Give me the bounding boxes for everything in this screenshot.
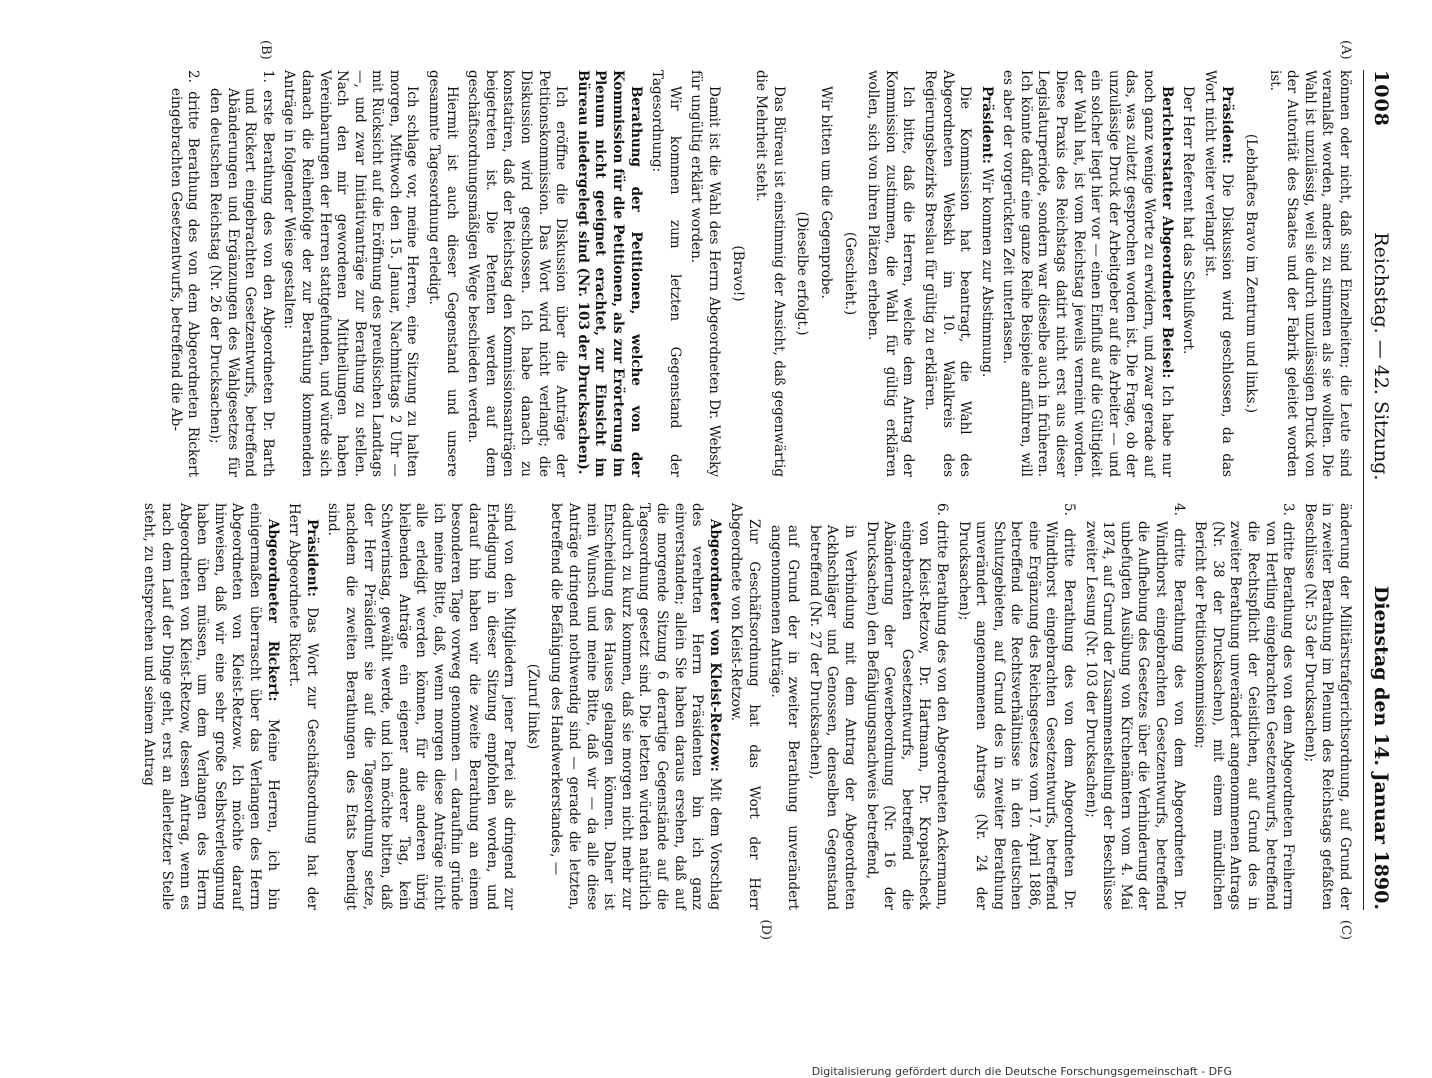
list-item: 4. dritte Berathung des von dem Abgeordneten Dr. Windthorst eingebrachten Gesetzentwurfs, betreffend die Aufhebung des Gesetzes über die Verhinderung der unbefugten Ausübung von Kirchenämtern vom 4. Mai 1874, auf Grund der Zusammenstellung der Beschlüsse zweiter Lesung (Nr. 103 der Drucksachen); [1082,503,1187,910]
speech-text: Die Diskussion wird geschlossen, da das Wort nicht weiter verlangt ist. [1201,70,1236,477]
agenda-item-heading: Berathung der Petitionen, welche von der Kommission für die Petitionen, als zur Erörterung im Plenum nicht geeignet erachtet, zur Einsicht im Büreau niedergelegt sind (Nr. 103 der Drucksachen). [574,70,644,477]
margin-marker-c: (C) [1338,919,1353,940]
paragraph [1200,70,1235,477]
interjection: (Lebhaftes Bravo im Zentrum und links.) [1243,133,1260,414]
paragraph: Zur Geschäftsordnung hat das Wort der Herr Abgeordnete von Kleist-Retzow. [728,503,762,910]
list-item: 5. dritte Berathung des von dem Abgeordneten Dr. Windthorst eingebrachten Gesetzentwurfs, betreffend eine Ergänzung des Reichsgesetzes vom 17. April 1886, betreffend die Rechtsverhältnisse in den deutschen Schutzgebieten, auf Grund des in zweiter Berathung unverändert angenommenen Antrags (Nr. 24 der Drucksachen); [955,503,1078,910]
list-item: 6. dritte Berathung des von den Abgeordneten Ackermann, von Kleist-Retzow, Dr. Hartmann, Dr. Kropatscheck eingebrachten Gesetzentwurfs, betreffend die Abänderung der Gewerbeordnung (Nr. 16 der Drucksachen) den Befähigungsnachweis betreffend, [863,503,950,910]
paragraph [999,70,1175,477]
header-title: Reichstag. — 42. Sitzung. [1370,232,1392,481]
list-subitem: auf Grund der in zweiter Berathung unverändert angenommenen Anträge. [767,525,802,910]
paragraph: Wir kommen zum letzten Gegenstand der Tagesordnung: [649,70,683,477]
paragraph [285,503,320,910]
speech-text: Das Wort zur Geschäftsordnung hat der Herr Abgeordnete Rickert. [286,503,320,910]
list-item: 1. erste Berathung des von den Abgeordneten Dr. Barth und Rickert eingebrachten Gesetzentwurfs, betreffend Abänderungen und Ergänzungen des Wahlgesetzes für den deutschen Reichstag (Nr. 26 der Drucksachen); [206,70,276,477]
speech-text: Ich habe nur noch ganz wenige Worte zu erwidern, und zwar gerade auf das, was zuletzt gesprochen worden ist. Die Frage, ob der unzulässige Druck der Arbeitgeber auf die Arbeiter — und ein solcher liegt hier vor — einen Einfluß auf die Gültigkeit der Wahl hat, ist vom Reichstag jeweils verneint worden. Diese Praxis des Reichstags datirt nicht erst aus dieser Legislaturperiode, sondern war dieselbe auch in früheren. Ich könnte dafür eine ganze Reihe Beispiele anführen, will es aber der vorgerückten Zeit unterlassen. [1000,70,1175,478]
two-column-body [40,40,1353,940]
paragraph: änderung der Militärstrafgerichtsordnung, auf Grund der in zweiter Berathung im Plenum des Reichstags gefaßten Beschlüsse (Nr. 53 der Drucksachen); [1301,503,1353,910]
speaker-label: Abgeordneter von Kleist-Retzow: [706,519,723,772]
margin-marker-a: (A) [1338,40,1353,60]
paragraph: Das Büreau ist einstimmig der Ansicht, daß gegenwärtig die Mehrheit steht. [753,70,787,477]
digitization-credit: Digitalisierung gefördert durch die Deutsche Forschungsgemeinschaft - DFG [811,1065,1232,1078]
paragraph: Die Kommission hat beantragt, die Wahl des Abgeordneten Webskh im 10. Wahlkreis des Regierungsbezirks Breslau für gültig zu erklären. [921,70,974,477]
interjection: (Dieselbe erfolgt.) [794,211,811,336]
speaker-label: Abgeordneter Rickert: [264,519,281,702]
speaker-label: Präsident: [1219,86,1236,164]
interjection: (Geschieht.) [841,231,858,316]
paragraph: Damit ist die Wahl des Herrn Abgeordneten Dr. Websky für ungültig erklärt worden. [688,70,722,477]
paragraph: Ich eröffne die Diskussion über die Anträge der Petitionskommission. Das Wort wird nicht verlangt; die Diskussion wird geschlossen. Ich habe danach zu konstatiren, daß der Reichstag den Kommissionsanträgen beigetreten ist. Die Petenten werden auf dem geschäftsordnungsmäßigen Wege beschieden werden. [465,70,570,477]
left-column [40,70,1353,477]
interjection: (Bravo!) [729,245,746,302]
paragraph [547,503,723,910]
speech-text: Meine Herren, ich bin einigermaßen überrascht über das Verlangen des Herrn Abgeordneten von Kleist-Retzow. Ich möchte darauf hinweisen, daß wir eine sehr große Selbstverleugnung haben üben müssen, um dem Verlangen des Herrn Abgeordneten von Kleist-Retzow, dessen Antrag, wenn es nach dem Lauf der Dinge geht, erst an allerletzter Stelle steht, zu entsprechen und seinem Antrag [141,503,281,911]
paragraph [977,70,995,477]
speech-text: Wir kommen zur Abstimmung. [978,168,995,378]
paragraph: Ich bitte, daß die Herren, welche dem Antrag der Kommission zustimmen, die Wahl für gültig erklären wollen, sich von ihren Plätzen erheben. [865,70,917,477]
right-column [40,503,1353,910]
speaker-label: Präsident: [978,86,995,164]
margin-marker-b: (B) [258,40,273,60]
speaker-label: Präsident: [303,519,320,597]
list-subitem: in Verbindung mit dem Antrag der Abgeordneten Ackhschläger und Genossen, denselben Gegenstand betreffend (Nr. 27 der Drucksachen), [806,525,858,910]
paragraph: können oder nicht, daß sind Einzelheiten; die Leute sind veranlaßt worden, anders zu stimmen als sie wollten. Die Wahl ist unzulässig, weil sie durch unzulässigen Druck von der Autorität des Staates und der Fabrik geleitet worden ist. [1266,70,1353,477]
page-number: 1008 [1370,70,1392,127]
margin-marker-d: (D) [758,919,773,940]
list-item: 2. dritte Berathung des von dem Abgeordneten Rickert eingebrachten Gesetzentwurfs, betreffend die Ab- [167,70,202,477]
paragraph: sind von den Mitgliedern jener Partei als dringend zur Erledigung in dieser Sitzung empfohlen worden, und darauf hin haben wir die zweite Berathung an einem besonderen Tage vorweg genommen — daraufhin gründe ich meine Bitte, daß, wenn morgen diese Anträge nicht alle erledigt werden können, für die anderen übrig bleibenden Anträge ein eigener anderer Tag, kein Schwerinstag, gewählt werde, und ich möchte bitten, daß der Herr Präsident sie auf die Tagesordnung setze, nachdem die zweiten Berathungen des Etats beendigt sind. [325,503,518,910]
paragraph: Wir bitten um die Gegenprobe. [817,86,834,299]
paragraph: Ich schlage vor, meine Herren, eine Sitzung zu halten morgen, Mittwoch den 15. Januar, Nachmittags 2 Uhr — mit Rücksicht auf die Eröffnung des preußischen Landtags —, und zwar Initiativanträge zur Berathung zu stellen. Nach den mir gewordenen Mittheilungen haben Vereinbarungen der Herren stattgefunden, und würde sich danach die Reihenfolge der zur Berathung kommenden Anträge in folgender Weise gestalten: [281,70,421,477]
header-date: Dienstag den 14. Januar 1890. [1370,585,1392,910]
speech-text: Mit dem Vorschlag des verehrten Herrn Präsidenten bin ich ganz einverstanden; allein Sie haben daraus ersehen, daß auf die morgende Sitzung 6 derartige Gegenstände auf die Tagesordnung gesetzt sind. Die letzten würden natürlich dadurch zu kurz kommen, daß sie morgen nicht mehr zur Entscheidung des Hauses gelangen können. Daher ist mein Wunsch und meine Bitte, daß wir — da alle diese Anträge dringend nothwendig sind — gerade die letzten, betreffend die Befähigung des Handwerkerstandes, — [548,503,723,910]
paragraph: Der Herr Referent hat das Schlußwort. [1180,86,1197,355]
speaker-label: Berichterstatter Abgeordneter Beisel: [1158,86,1175,379]
paragraph: Hiermit ist auch dieser Gegenstand und unsere gesammte Tagesordnung erledigt. [426,70,460,477]
page-header [1363,70,1392,910]
interjection: (Zuruf links) [524,663,541,750]
list-item: 3. dritte Berathung des von dem Abgeordneten Freiherrn von Hertling eingebrachten Gesetzentwurfs, betreffend die Rechtspflicht der Geistlichen, auf Grund des in zweiter Berathung unverändert angenommenen Antrags (Nr. 38 der Drucksachen), mit einem mündlichen Bericht der Petitionskommission; [1192,503,1297,910]
paragraph [140,503,281,910]
